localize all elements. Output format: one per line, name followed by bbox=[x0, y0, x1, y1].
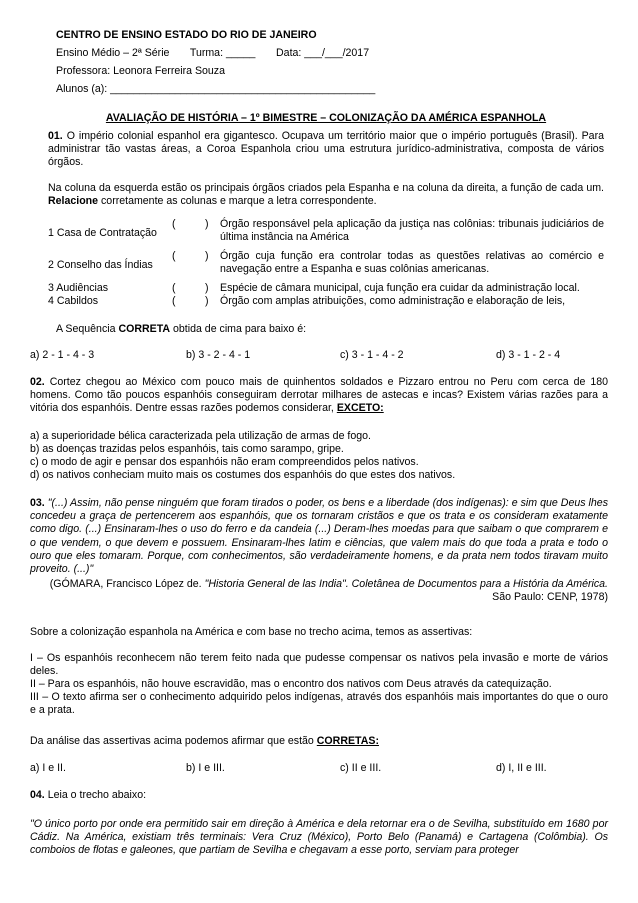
right-column-item: Espécie de câmara municipal, cuja função era cuidar da administração local. bbox=[220, 282, 580, 294]
sequence-keyword: CORRETA bbox=[118, 323, 171, 335]
question-2-option-b[interactable]: b) as doenças trazidas pelos espanhóis, tais como sarampo, gripe. bbox=[30, 443, 344, 455]
sequence-part-1: A Sequência bbox=[56, 323, 116, 335]
right-column-item: Órgão responsável pela aplicação da justiça nas colônias: tribunais judiciários de última instância na América bbox=[220, 218, 604, 244]
right-column-item: Órgão cuja função era controlar todas as questões relativas ao comércio e navegação entre a Espanha e suas colônias americanas. bbox=[220, 250, 604, 276]
question-2-option-d[interactable]: d) os nativos conheciam muito mais os costumes dos espanhóis do que estes dos nativos. bbox=[30, 469, 456, 481]
assertion-1: I – Os espanhóis reconhecem não terem feito nada que pudesse compensar os nativos pela invasão e morte de vários deles. bbox=[30, 652, 608, 678]
question-1-option-a[interactable]: a) 2 - 1 - 4 - 3 bbox=[30, 349, 95, 361]
exam-title: AVALIAÇÃO DE HISTÓRIA – 1º BIMESTRE – COLONIZAÇÃO DA AMÉRICA ESPANHOLA bbox=[105, 112, 547, 124]
left-column-item: 2 Conselho das Índias bbox=[48, 259, 153, 271]
citation-publisher: São Paulo: CENP, 1978) bbox=[492, 591, 608, 604]
question-3-intro: Sobre a colonização espanhola na América e com base no trecho acima, temos as assertivas: bbox=[30, 626, 473, 638]
table-row bbox=[48, 282, 604, 295]
table-row bbox=[48, 295, 604, 308]
question-1-option-c[interactable]: c) 3 - 1 - 4 - 2 bbox=[340, 349, 404, 361]
instruction-keyword: Relacione bbox=[48, 195, 99, 208]
assertion-2: II – Para os espanhóis, não houve escravidão, mas o encontro dos nativos com Deus através da catequização. bbox=[30, 678, 552, 690]
sequence-part-2: obtida de cima para baixo é: bbox=[173, 323, 307, 335]
question-3-citation bbox=[30, 578, 608, 604]
teacher-line: Professora: Leonora Ferreira Souza bbox=[56, 65, 225, 77]
answer-blank[interactable]: ( ) bbox=[172, 218, 209, 230]
question-1-instruction bbox=[48, 182, 604, 208]
question-1-option-d[interactable]: d) 3 - 1 - 2 - 4 bbox=[496, 349, 561, 361]
question-1-body: O império colonial espanhol era gigantesco. Ocupava um território maior que o império português (Brasil). Para administrar tão vastas áreas, a Coroa Espanhola criou uma estrutura jurídico-administrativa, composta de vários órgãos. bbox=[48, 130, 604, 169]
question-3-option-a[interactable]: a) I e II. bbox=[30, 762, 66, 774]
assertion-3: III – O texto afirma ser o conhecimento adquirido pelos indígenas, através dos espanhóis mais importantes do que o ouro e a prata. bbox=[30, 691, 608, 717]
question-2-body: Cortez chegou ao México com pouco mais de quinhentos soldados e Pizzaro entrou no Peru com cerca de 180 homens. Como tão poucos espanhóis conseguiram derrotar milhares de astecas e incas? Existem várias razões para a vitória dos espanhóis. Dentre essas razões podemos considerar, bbox=[30, 376, 608, 415]
question-1-number: 01. bbox=[48, 130, 63, 142]
question-4-quote: "O único porto por onde era permitido sair em direção à América e dela retornar era o de Sevilha, substituído em 1680 por Cádiz. Na América, existiam três terminais: Vera Cruz (México), Porto Belo (Panamá) e Cartagena (Colômbia). Os comboios de flotas e galeones, que partiam de Sevilha e chegavam a esse porto, serviam para proteger bbox=[30, 818, 608, 857]
left-column-item: 3 Audiências bbox=[48, 282, 109, 294]
left-column-item: 1 Casa de Contratação bbox=[48, 227, 157, 239]
question-3-prompt bbox=[30, 735, 379, 748]
answer-blank[interactable]: ( ) bbox=[172, 282, 209, 294]
question-3-option-c[interactable]: c) II e III. bbox=[340, 762, 382, 774]
question-2-except: EXCETO: bbox=[336, 402, 384, 415]
left-column-item: 4 Cabildos bbox=[48, 295, 99, 308]
question-3-prompt-text: Da análise das assertivas acima podemos afirmar que estão bbox=[30, 735, 314, 747]
citation-author: (GÓMARA, Francisco López de. bbox=[49, 578, 202, 590]
class-info-line: Ensino Médio – 2ª Série Turma: _____ Data: ___/___/2017 bbox=[56, 47, 370, 59]
instruction-part-1: Na coluna da esquerda estão os principais órgãos criados pela Espanha e na coluna da direita, a função de cada um. bbox=[48, 182, 604, 194]
table-row bbox=[48, 250, 604, 282]
question-1-text bbox=[48, 130, 604, 170]
school-name: CENTRO DE ENSINO ESTADO DO RIO DE JANEIRO bbox=[56, 29, 317, 41]
answer-blank[interactable]: ( ) bbox=[172, 250, 209, 262]
question-2-text bbox=[30, 376, 608, 416]
sequence-prompt bbox=[56, 323, 306, 336]
matching-columns-table bbox=[48, 218, 604, 308]
table-row bbox=[48, 218, 604, 250]
question-3-quote-text: "(...) Assim, não pense ninguém que foram tirados o poder, os bens e a liberdade (dos indígenas): e sim que Deus lhes concedeu a graça de pertencerem aos espanhóis, que os tornaram cristãos e que os trata e os consideram exatamente como digo. (...) Ensinaram-lhes o uso do ferro e da candeia (...) Deram-lhes moedas para que saibam o que comprarem e o que vendem, o que devem e possuem. Ensinaram-lhes latim e ciências, que valem mais do que toda a prata e todo o ouro que eles tomaram. Porque, com conhecimentos, são verdadeiramente homens, e da prata nem todos tiravam muito proveito. (...)" bbox=[30, 497, 608, 576]
question-4-intro-text: Leia o trecho abaixo: bbox=[47, 789, 147, 801]
answer-blank[interactable]: ( ) bbox=[172, 295, 209, 308]
question-4-number: 04. bbox=[30, 789, 45, 801]
instruction-part-2: corretamente as colunas e marque a letra correspondente. bbox=[101, 195, 377, 208]
question-3-option-d[interactable]: d) I, II e III. bbox=[496, 762, 547, 774]
question-3-quote bbox=[30, 497, 608, 576]
question-3-option-b[interactable]: b) I e III. bbox=[186, 762, 225, 774]
question-3-number: 03. bbox=[30, 497, 45, 509]
right-column-item: Órgão com amplas atribuições, como administração e elaboração de leis, bbox=[220, 295, 566, 308]
question-2-option-c[interactable]: c) o modo de agir e pensar dos espanhóis não eram compreendidos pelos nativos. bbox=[30, 456, 419, 468]
question-3-prompt-keyword: CORRETAS: bbox=[316, 735, 379, 747]
question-1-option-b[interactable]: b) 3 - 2 - 4 - 1 bbox=[186, 349, 251, 361]
citation-title: "Historia General de las India". Coletânea de Documentos para a História da América. bbox=[204, 578, 608, 590]
question-2-option-a[interactable]: a) a superioridade bélica caracterizada pela utilização de armas de fogo. bbox=[30, 430, 371, 442]
question-2-number: 02. bbox=[30, 376, 45, 388]
question-4-intro bbox=[30, 789, 146, 802]
students-line: Alunos (a): _____________________________________________ bbox=[56, 83, 376, 95]
